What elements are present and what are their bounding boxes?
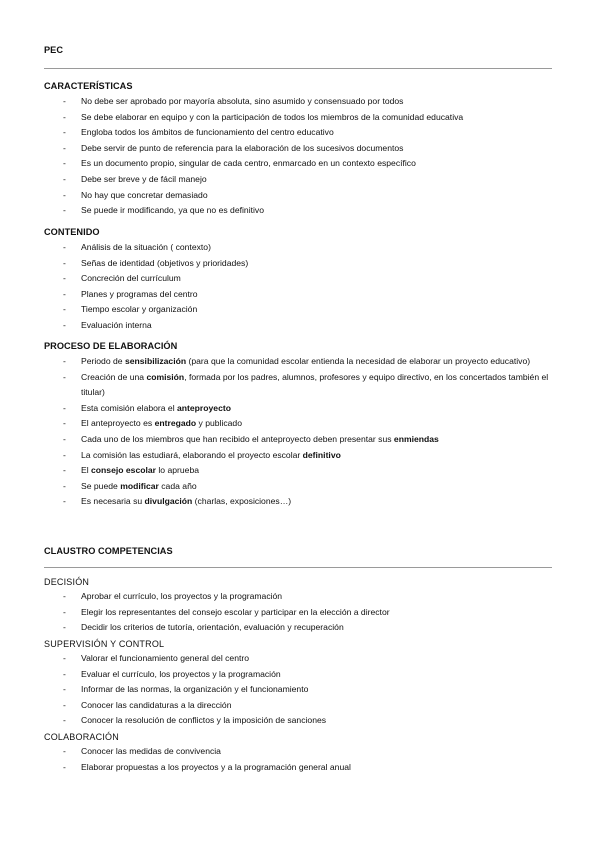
bullet-dash: - [63, 433, 66, 444]
text-segment: Esta comisión elabora el [81, 402, 178, 413]
decision-list [0, 589, 600, 636]
text-segment: Creación de una [81, 371, 147, 382]
bullet-dash: - [63, 257, 66, 268]
caracteristicas-list [0, 94, 600, 219]
list-item-text [81, 356, 530, 366]
bullet-dash: - [63, 288, 66, 299]
bullet-dash: - [63, 761, 66, 772]
bullet-dash: - [63, 606, 66, 617]
bold-term: anteproyecto [177, 402, 231, 413]
list-item [0, 188, 600, 204]
text-segment: , formada por los padres, alumnos, profesores y equipo directivo, en los concertados también el titular) [81, 371, 549, 398]
decision-title: DECISIÓN [44, 577, 90, 587]
bullet-dash: - [63, 242, 66, 252]
claustro-divider [44, 567, 552, 568]
list-item [0, 479, 600, 495]
text-segment: Cada uno de los miembros que han recibido el anteproyecto deben presentar sus [81, 433, 394, 444]
bullet-dash: - [63, 668, 66, 679]
bullet-dash: - [63, 418, 66, 429]
bullet-dash: - [63, 746, 66, 756]
list-item-text: No debe ser aprobado por mayoría absoluta, sino asumido y consensuado por todos [81, 96, 404, 106]
list-item [0, 620, 600, 636]
list-item-text: Conocer las candidaturas a la dirección [81, 699, 232, 710]
list-item [0, 156, 600, 172]
list-item [0, 448, 600, 464]
text-segment: y publicado [196, 418, 242, 429]
list-item [0, 125, 600, 141]
list-item-text [81, 372, 548, 398]
bullet-dash: - [63, 684, 66, 695]
list-item [0, 354, 600, 370]
list-item [0, 589, 600, 605]
bullet-dash: - [63, 205, 66, 216]
bullet-dash: - [63, 111, 66, 122]
text-segment: Es necesaria su [81, 496, 145, 507]
list-item [0, 682, 600, 698]
list-item-text [81, 403, 231, 413]
bullet-dash: - [63, 699, 66, 710]
list-item [0, 416, 600, 432]
text-segment: El [81, 465, 92, 476]
list-item-text: Debe ser breve y de fácil manejo [81, 173, 207, 184]
list-item-text: Decidir los criterios de tutoría, orientación, evaluación y recuperación [81, 622, 344, 633]
list-item [0, 240, 600, 256]
bullet-dash: - [63, 480, 66, 491]
list-item-text: Elaborar propuestas a los proyectos y a la programación general anual [81, 761, 351, 772]
list-item-text: Evaluar el currículo, los proyectos y la programación [81, 668, 281, 679]
list-item [0, 463, 600, 479]
list-item-text: Informar de las normas, la organización y el funcionamiento [81, 684, 309, 695]
bullet-dash: - [63, 496, 66, 507]
bold-term: divulgación [144, 496, 193, 507]
text-segment: (para que la comunidad escolar entienda la necesidad de elaborar un proyecto educativo) [186, 356, 531, 366]
pec-divider [44, 68, 552, 69]
proceso-title: PROCESO DE ELABORACIÓN [44, 341, 178, 351]
list-item [0, 605, 600, 621]
bullet-dash: - [63, 715, 66, 726]
bold-term: consejo escolar [91, 465, 156, 476]
list-item-text [81, 450, 341, 460]
list-item [0, 302, 600, 318]
list-item-text: Análisis de la situación ( contexto) [81, 242, 211, 252]
list-item [0, 141, 600, 157]
claustro-title: CLAUSTRO COMPETENCIAS [44, 546, 173, 556]
list-item-text: Se puede ir modificando, ya que no es definitivo [81, 205, 264, 216]
text-segment: Se puede [81, 480, 121, 491]
bold-term: entregado [154, 418, 197, 429]
list-item-text: Aprobar el currículo, los proyectos y la programación [81, 591, 283, 601]
bullet-dash: - [63, 273, 66, 284]
text-segment: La comisión las estudiará, elaborando el proyecto escolar [81, 449, 303, 460]
bold-term: sensibilización [124, 356, 187, 366]
list-item [0, 432, 600, 448]
list-item-text: Evaluación interna [81, 319, 152, 330]
list-item-text: Engloba todos los ámbitos de funcionamiento del centro educativo [81, 127, 334, 138]
bullet-dash: - [63, 127, 66, 138]
list-item [0, 744, 600, 760]
list-item-text: Es un documento propio, singular de cada centro, enmarcado en un contexto específico [81, 158, 416, 169]
list-item [0, 94, 600, 110]
list-item-text: Conocer las medidas de convivencia [81, 746, 221, 756]
list-item [0, 760, 600, 776]
list-item [0, 287, 600, 303]
bullet-dash: - [63, 319, 66, 330]
bullet-dash: - [63, 371, 66, 382]
caracteristicas-title: CARACTERÍSTICAS [44, 81, 133, 91]
bullet-dash: - [63, 189, 66, 200]
bullet-dash: - [63, 653, 66, 663]
bullet-dash: - [63, 465, 66, 476]
list-item-text [81, 434, 439, 444]
bullet-dash: - [63, 622, 66, 633]
bold-term: definitivo [302, 449, 341, 460]
list-item [0, 651, 600, 667]
list-item-text [81, 418, 242, 428]
bullet-dash: - [63, 449, 66, 460]
list-item-text [81, 481, 197, 491]
bullet-dash: - [63, 402, 66, 413]
list-item-text: Se debe elaborar en equipo y con la participación de todos los miembros de la comunidad educativa [81, 111, 464, 122]
list-item [0, 172, 600, 188]
text-segment: Periodo de [81, 356, 125, 366]
list-item [0, 401, 600, 417]
text-segment: El anteproyecto es [81, 418, 155, 429]
bold-term: modificar [120, 480, 159, 491]
text-segment: (charlas, exposiciones…) [192, 496, 292, 507]
list-item-text: Planes y programas del centro [81, 288, 198, 299]
list-item [0, 110, 600, 126]
proceso-list [0, 354, 600, 510]
list-item-text: Concreción del currículum [81, 273, 181, 284]
text-segment: cada año [158, 480, 197, 491]
bullet-dash: - [63, 591, 66, 601]
list-item-text: Valorar el funcionamiento general del centro [81, 653, 249, 663]
contenido-title: CONTENIDO [44, 227, 100, 237]
list-item-text [81, 465, 199, 475]
list-item-text: Conocer la resolución de conflictos y la imposición de sanciones [81, 715, 327, 726]
bullet-dash: - [63, 304, 66, 315]
bold-term: enmiendas [393, 433, 439, 444]
list-item [0, 494, 600, 510]
list-item [0, 271, 600, 287]
list-item [0, 667, 600, 683]
bold-term: comisión [146, 371, 185, 382]
pec-title: PEC [44, 45, 64, 55]
list-item [0, 318, 600, 334]
bullet-dash: - [63, 356, 66, 366]
list-item [0, 256, 600, 272]
colaboracion-title: COLABORACIÓN [44, 732, 119, 742]
bullet-dash: - [63, 142, 66, 153]
supervision-list [0, 651, 600, 729]
list-item-text: Debe servir de punto de referencia para la elaboración de los sucesivos documentos [81, 142, 404, 153]
list-item-text: No hay que concretar demasiado [81, 189, 208, 200]
bullet-dash: - [63, 96, 66, 106]
list-item-text: Elegir los representantes del consejo escolar y participar en la elección a director [81, 606, 390, 617]
list-item [0, 713, 600, 729]
list-item [0, 370, 600, 401]
contenido-list [0, 240, 600, 334]
colaboracion-list [0, 744, 600, 775]
supervision-title: SUPERVISIÓN Y CONTROL [44, 639, 165, 649]
list-item-text: Tiempo escolar y organización [81, 304, 198, 315]
list-item-text [81, 496, 291, 506]
text-segment: lo aprueba [156, 465, 200, 476]
bullet-dash: - [63, 158, 66, 169]
list-item [0, 698, 600, 714]
list-item-text: Señas de identidad (objetivos y prioridades) [81, 257, 249, 268]
list-item [0, 203, 600, 219]
bullet-dash: - [63, 173, 66, 184]
